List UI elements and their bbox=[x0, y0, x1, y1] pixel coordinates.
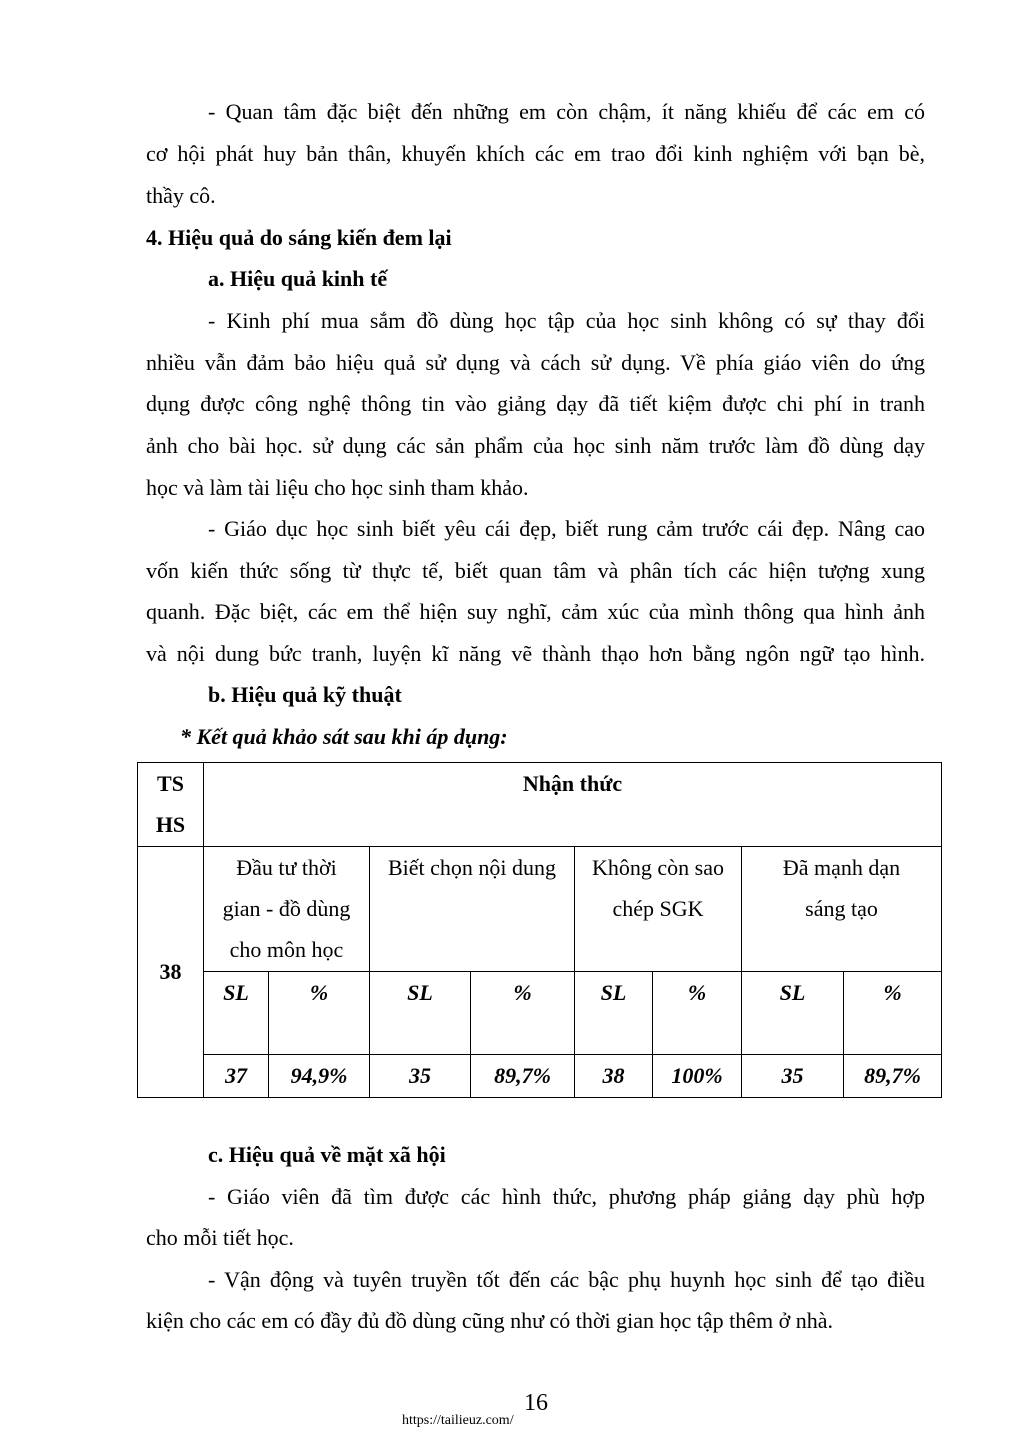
section-heading-4: 4. Hiệu quả do sáng kiến đem lại bbox=[146, 225, 452, 250]
header-hs: HS bbox=[155, 812, 186, 837]
criterion-4 bbox=[742, 847, 942, 972]
criterion-1 bbox=[204, 847, 370, 972]
paragraph-5-line-2: kiện cho các em có đầy đủ đồ dùng cũng như có thời gian học tập thêm ở nhà. bbox=[146, 1308, 834, 1333]
paragraph-3-line-1: - Giáo dục học sinh biết yêu cái đẹp, biết rung cảm trước cái đẹp. Nâng cao bbox=[208, 516, 925, 541]
survey-caption: * Kết quả khảo sát sau khi áp dụng: bbox=[180, 724, 508, 749]
paragraph-1-line-1: - Quan tâm đặc biệt đến những em còn chậm, ít năng khiếu để các em có bbox=[208, 99, 925, 124]
value-sl-4: 35 bbox=[742, 1055, 844, 1098]
footer-url[interactable]: https://tailieuz.com/ bbox=[402, 1413, 514, 1428]
paragraph-2-line-1: - Kinh phí mua sắm đồ dùng học tập của học sinh không có sự thay đổi bbox=[208, 308, 925, 333]
header-ts: TS bbox=[157, 771, 184, 796]
criterion-1-line-1: Đầu tư thời bbox=[236, 855, 337, 880]
subheading-c: c. Hiệu quả về mặt xã hội bbox=[208, 1142, 446, 1167]
subheader-pct-3: % bbox=[653, 972, 742, 1055]
subheading-a: a. Hiệu quả kinh tế bbox=[208, 266, 388, 291]
value-pct-3: 100% bbox=[653, 1055, 742, 1098]
paragraph-4-line-2: cho mỗi tiết học. bbox=[146, 1225, 294, 1250]
subheader-sl-3: SL bbox=[575, 972, 653, 1055]
value-sl-1: 37 bbox=[204, 1055, 269, 1098]
value-sl-3: 38 bbox=[575, 1055, 653, 1098]
value-pct-4: 89,7% bbox=[844, 1055, 942, 1098]
subheader-pct-2: % bbox=[471, 972, 575, 1055]
value-pct-2: 89,7% bbox=[471, 1055, 575, 1098]
paragraph-3-line-2: vốn kiến thức sống từ thực tế, biết quan tâm và phân tích các hiện tượng xung bbox=[146, 558, 925, 583]
value-pct-1: 94,9% bbox=[269, 1055, 370, 1098]
subheader-sl-4: SL bbox=[742, 972, 844, 1055]
page-number: 16 bbox=[524, 1390, 548, 1416]
paragraph-2-line-5: học và làm tài liệu cho học sinh tham khảo. bbox=[146, 475, 529, 500]
criterion-3 bbox=[575, 847, 742, 972]
criterion-3-line-2: chép SGK bbox=[612, 896, 704, 921]
paragraph-4-line-1: - Giáo viên đã tìm được các hình thức, phương pháp giảng dạy phù hợp bbox=[208, 1184, 925, 1209]
subheading-b: b. Hiệu quả kỹ thuật bbox=[208, 682, 402, 707]
value-sl-2: 35 bbox=[370, 1055, 471, 1098]
criterion-1-line-2: gian - đồ dùng bbox=[222, 896, 351, 921]
paragraph-5-line-1: - Vận động và tuyên truyền tốt đến các bậc phụ huynh học sinh để tạo điều bbox=[208, 1267, 925, 1292]
subheader-pct-4: % bbox=[844, 972, 942, 1055]
header-nhan-thuc: Nhận thức bbox=[204, 763, 942, 847]
criterion-2-line-1: Biết chọn nội dung bbox=[387, 855, 557, 880]
subheader-sl-1: SL bbox=[204, 972, 269, 1055]
criterion-2 bbox=[370, 847, 575, 972]
paragraph-2-line-2: nhiều vẫn đảm bảo hiệu quả sử dụng và cách sử dụng. Về phía giáo viên do ứng bbox=[146, 350, 925, 375]
total-students-cell: 38 bbox=[138, 847, 204, 1098]
paragraph-3-line-3: quanh. Đặc biệt, các em thể hiện suy nghĩ, cảm xúc của mình thông qua hình ảnh bbox=[146, 599, 925, 624]
paragraph-2-line-3: dụng được công nghệ thông tin vào giảng dạy đã tiết kiệm được chi phí in tranh bbox=[146, 391, 925, 416]
paragraph-2-line-4: ảnh cho bài học. sử dụng các sản phẩm của học sinh năm trước làm đồ dùng dạy bbox=[146, 433, 925, 458]
subheader-pct-1: % bbox=[269, 972, 370, 1055]
survey-results-table bbox=[137, 762, 942, 1098]
criterion-3-line-1: Không còn sao bbox=[592, 855, 724, 880]
paragraph-1-line-3: thầy cô. bbox=[146, 183, 216, 208]
header-ts-hs bbox=[138, 763, 204, 847]
criterion-1-line-3: cho môn học bbox=[229, 937, 344, 962]
paragraph-1-line-2: cơ hội phát huy bản thân, khuyến khích các em trao đổi kinh nghiệm với bạn bè, bbox=[146, 141, 925, 166]
criterion-4-line-1: Đã mạnh dạn bbox=[782, 855, 901, 880]
criterion-4-line-2: sáng tạo bbox=[805, 896, 878, 921]
paragraph-3-line-4: và nội dung bức tranh, luyện kĩ năng vẽ thành thạo hơn bằng ngôn ngữ tạo hình. bbox=[146, 641, 925, 666]
subheader-sl-2: SL bbox=[370, 972, 471, 1055]
